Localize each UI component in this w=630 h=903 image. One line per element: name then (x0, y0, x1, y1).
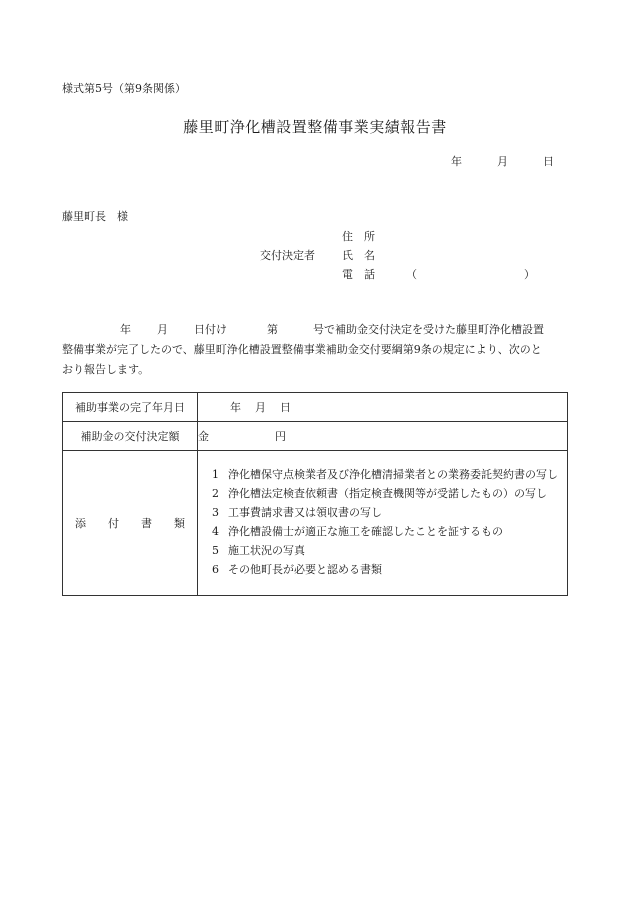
form-number: 様式第5号（第9条関係） (62, 82, 186, 95)
attachments-cell (198, 451, 568, 596)
attachments-row (63, 451, 568, 596)
amount-suffix: 円 (275, 430, 286, 443)
body-line-1 (62, 320, 572, 340)
list-item-number: 1 (212, 467, 219, 481)
amount-prefix: 金 (198, 430, 209, 443)
attachments-list (198, 461, 567, 586)
body-line-3: おり報告します。 (62, 363, 150, 376)
body-number-prefix: 第 (267, 323, 278, 336)
phone-label: 電 話 (342, 268, 375, 281)
completion-day: 日 (280, 401, 291, 414)
list-item-number: 3 (212, 505, 219, 519)
body-line-2: 整備事業が完了したので、藤里町浄化槽設置整備事業補助金交付要綱第9条の規定により、次のと (62, 343, 542, 356)
list-item-number: 5 (212, 543, 219, 557)
list-item-text: 施工状況の写真 (228, 543, 305, 557)
completion-date-row (63, 393, 568, 422)
list-item-text: 浄化槽保守点検業者及び浄化槽清掃業者との業務委託契約書の写し (228, 467, 558, 481)
completion-month: 月 (255, 401, 266, 414)
address-label: 住 所 (342, 230, 375, 243)
grant-amount-label: 補助金の交付決定額 (63, 422, 198, 451)
body-year: 年 (120, 323, 131, 336)
phone-open-paren: （ (406, 268, 417, 281)
body-day: 日付け (194, 323, 227, 336)
list-item (212, 468, 561, 482)
date-year-label: 年 (451, 155, 462, 168)
list-item (212, 506, 561, 520)
phone-close-paren: ） (524, 268, 535, 281)
list-item-number: 2 (212, 486, 219, 500)
report-body (62, 320, 572, 380)
list-item (212, 544, 561, 558)
completion-date-label: 補助事業の完了年月日 (63, 393, 198, 422)
list-item-text: その他町長が必要と認める書類 (228, 562, 382, 576)
document-title: 藤里町浄化槽設置整備事業実績報告書 (183, 118, 447, 136)
list-item (212, 563, 561, 577)
date-month-label: 月 (497, 155, 508, 168)
list-item-text: 浄化槽法定検査依頼書（指定検査機関等が受諾したもの）の写し (228, 486, 547, 500)
list-item (212, 525, 561, 539)
list-item-number: 6 (212, 562, 219, 576)
list-item-number: 4 (212, 524, 219, 538)
body-month: 月 (157, 323, 168, 336)
grant-amount-value (198, 422, 568, 451)
name-label: 氏 名 (342, 249, 375, 262)
report-table (62, 392, 568, 596)
completion-date-value (198, 393, 568, 422)
completion-year: 年 (230, 401, 241, 414)
list-item-text: 浄化槽設備士が適正な施工を確認したことを証するもの (228, 524, 503, 538)
grant-amount-row (63, 422, 568, 451)
list-item (212, 487, 561, 501)
list-item-text: 工事費請求書又は領収書の写し (228, 505, 382, 519)
addressee: 藤里町長 様 (62, 210, 128, 223)
grantee-label: 交付決定者 (260, 249, 315, 262)
attachments-label: 添 付 書 類 (63, 451, 198, 596)
body-number-suffix: 号で補助金交付決定を受けた藤里町浄化槽設置 (313, 323, 544, 336)
date-day-label: 日 (543, 155, 554, 168)
